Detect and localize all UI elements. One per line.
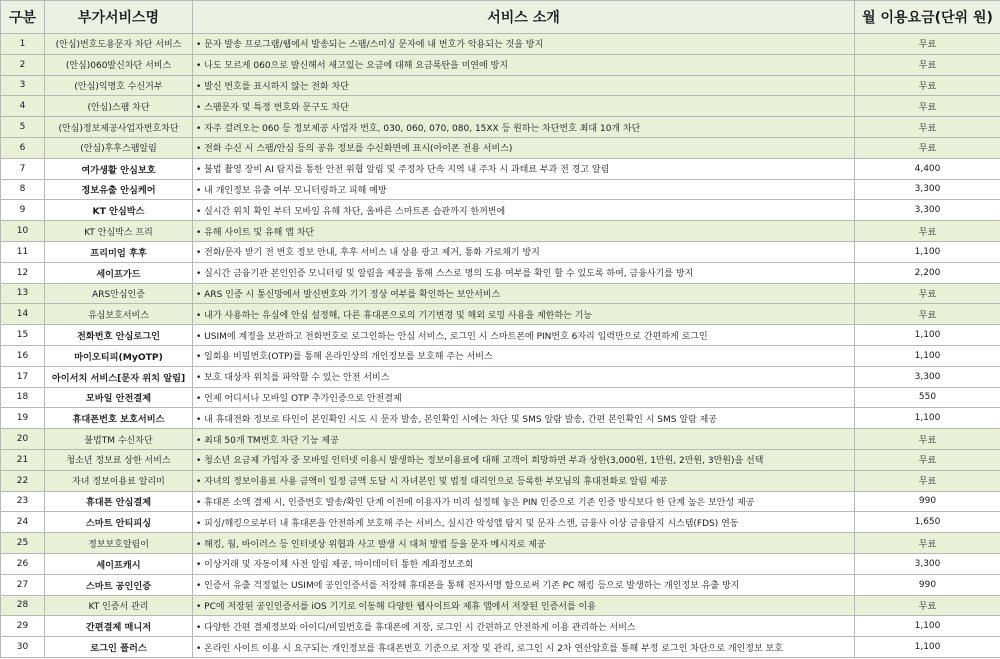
monthly-fee: 무료 xyxy=(855,34,1000,55)
service-name: 간편결제 매니저 xyxy=(45,616,193,637)
service-name: 휴대폰 안심결제 xyxy=(45,491,193,512)
monthly-fee: 무료 xyxy=(855,533,1000,554)
service-name: 자녀 정보이용료 알리미 xyxy=(45,470,193,491)
service-description: • 휴대폰 소액 결제 시, 인증번호 발송/확인 단계 이전에 이용자가 미리 설정해 놓은 PIN 인증으로 기존 인증 방식보다 한 단계 높은 보안성 제공 xyxy=(193,491,855,512)
monthly-fee: 1,100 xyxy=(855,408,1000,429)
monthly-fee: 무료 xyxy=(855,54,1000,75)
monthly-fee: 2,200 xyxy=(855,262,1000,283)
service-name: 프리미엄 후후 xyxy=(45,241,193,262)
table-row xyxy=(1,637,1000,658)
service-name: 휴대폰번호 보호서비스 xyxy=(45,408,193,429)
service-name: (안심)후후스팸알림 xyxy=(45,137,193,158)
service-description: • USIM에 계정을 보관하고 전화번호로 로그인하는 안심 서비스, 로그인 시 스마트폰에 PIN번호 6자리 입력만으로 간편하게 로그인 xyxy=(193,325,855,346)
table-row xyxy=(1,553,1000,574)
monthly-fee: 무료 xyxy=(855,470,1000,491)
service-description: • 전화 수신 시 스팸/안심 등의 공유 정보를 수신화면에 표시(아이폰 전용 서비스) xyxy=(193,137,855,158)
monthly-fee: 무료 xyxy=(855,595,1000,616)
row-number: 7 xyxy=(1,158,45,179)
monthly-fee: 3,300 xyxy=(855,179,1000,200)
service-name: (안심)060발신차단 서비스 xyxy=(45,54,193,75)
table-row xyxy=(1,533,1000,554)
row-number: 27 xyxy=(1,574,45,595)
table-row xyxy=(1,75,1000,96)
service-description: • 실시간 위치 확인 부터 모바일 유해 차단, 올바른 스마트폰 습관까지 한꺼번에 xyxy=(193,200,855,221)
monthly-fee: 무료 xyxy=(855,304,1000,325)
service-name: 스마트 공인인증 xyxy=(45,574,193,595)
row-number: 2 xyxy=(1,54,45,75)
table-row xyxy=(1,221,1000,242)
monthly-fee: 무료 xyxy=(855,137,1000,158)
table-row xyxy=(1,200,1000,221)
monthly-fee: 무료 xyxy=(855,429,1000,450)
row-number: 30 xyxy=(1,637,45,658)
monthly-fee: 1,100 xyxy=(855,345,1000,366)
service-description: • 내 휴대전화 정보로 타인이 본인확인 시도 시 문자 발송, 본인확인 시에는 차단 및 SMS 알람 발송, 간편 본인확인 시 SMS 알람 제공 xyxy=(193,408,855,429)
monthly-fee: 550 xyxy=(855,387,1000,408)
service-description: • 자주 걸려오는 060 등 정보제공 사업자 번호, 030, 060, 070, 080, 15XX 등 원하는 차단번호 최대 10개 차단 xyxy=(193,117,855,138)
row-number: 20 xyxy=(1,429,45,450)
monthly-fee: 1,650 xyxy=(855,512,1000,533)
table-row xyxy=(1,262,1000,283)
service-name: ARS안심인증 xyxy=(45,283,193,304)
table-row xyxy=(1,429,1000,450)
row-number: 25 xyxy=(1,533,45,554)
header-desc: 서비스 소개 xyxy=(193,1,855,34)
row-number: 11 xyxy=(1,241,45,262)
monthly-fee: 1,100 xyxy=(855,241,1000,262)
service-description: • 유해 사이트 및 유해 앱 차단 xyxy=(193,221,855,242)
service-name: 여가생활 안심보호 xyxy=(45,158,193,179)
service-description: • 언제 어디서나 모바일 OTP 추가인증으로 안전결제 xyxy=(193,387,855,408)
service-description: • 인증서 유출 걱정없는 USIM에 공인인증서를 저장해 휴대폰을 통해 전자서명 함으로써 기존 PC 해킹 등으로 발생하는 개인정보 유출 방지 xyxy=(193,574,855,595)
table-row xyxy=(1,449,1000,470)
row-number: 15 xyxy=(1,325,45,346)
service-description: • 다양한 간편 결제정보와 아이디/비밀번호를 휴대폰에 저장, 로그인 시 간편하고 안전하게 이용 관리하는 서비스 xyxy=(193,616,855,637)
monthly-fee: 무료 xyxy=(855,75,1000,96)
table-row xyxy=(1,54,1000,75)
service-description: • 청소년 요금제 가입자 중 모바일 인터넷 이용시 발생하는 정보이용료에 대해 고객이 희망하면 부과 상한(3,000원, 1만원, 2만원, 3만원)을 선택 xyxy=(193,449,855,470)
monthly-fee: 4,400 xyxy=(855,158,1000,179)
monthly-fee: 990 xyxy=(855,491,1000,512)
service-description: • 이상거래 및 자동이체 사전 알림 제공, 마이데이터 통한 계좌정보조회 xyxy=(193,553,855,574)
row-number: 16 xyxy=(1,345,45,366)
service-description: • 내가 사용하는 유심에 안심 설정해, 다른 휴대폰으로의 기기변경 및 해외 로밍 사용을 제한하는 기능 xyxy=(193,304,855,325)
service-description: • 온라인 사이트 이용 시 요구되는 개인정보를 휴대폰번호 기준으로 저장 및 관리, 로그인 시 2차 연산암호를 통해 부정 로그인 차단으로 개인정보 보호 xyxy=(193,637,855,658)
monthly-fee: 3,300 xyxy=(855,200,1000,221)
service-name: (안심)정보제공사업자번호차단 xyxy=(45,117,193,138)
row-number: 21 xyxy=(1,449,45,470)
row-number: 23 xyxy=(1,491,45,512)
row-number: 14 xyxy=(1,304,45,325)
table-row xyxy=(1,616,1000,637)
table-row xyxy=(1,325,1000,346)
service-name: KT 안심박스 xyxy=(45,200,193,221)
table-row xyxy=(1,179,1000,200)
row-number: 6 xyxy=(1,137,45,158)
table-row xyxy=(1,137,1000,158)
row-number: 29 xyxy=(1,616,45,637)
row-number: 22 xyxy=(1,470,45,491)
table-row xyxy=(1,283,1000,304)
table-row xyxy=(1,366,1000,387)
service-name: (안심)익명호 수신거부 xyxy=(45,75,193,96)
service-description: • 일회용 비밀번호(OTP)를 통해 온라인상의 개인정보를 보호해 주는 서비스 xyxy=(193,345,855,366)
service-description: • PC에 저장된 공인인증서를 iOS 기기로 이동해 다양한 웹사이트와 제휴 앱에서 저장된 인증서를 이용 xyxy=(193,595,855,616)
service-name: 정보유출 안심케어 xyxy=(45,179,193,200)
service-description: • 자녀의 정보이용료 사용 금액이 일정 금액 도달 시 자녀본인 및 법정 대리인으로 등록한 부모님의 휴대전화로 알림 제공 xyxy=(193,470,855,491)
header-row xyxy=(1,1,1000,34)
service-name: 정보보호알림이 xyxy=(45,533,193,554)
monthly-fee: 3,300 xyxy=(855,366,1000,387)
table-row xyxy=(1,117,1000,138)
row-number: 4 xyxy=(1,96,45,117)
service-description: • 최대 50개 TM번호 차단 기능 제공 xyxy=(193,429,855,450)
service-description: • 불법 촬영 장비 AI 탐지를 통한 안전 위협 알림 및 주정차 단속 지역 내 주차 시 과태료 부과 전 경고 알림 xyxy=(193,158,855,179)
monthly-fee: 1,100 xyxy=(855,616,1000,637)
monthly-fee: 무료 xyxy=(855,221,1000,242)
service-description: • 내 개인정보 유출 여부 모니터링하고 피해 예방 xyxy=(193,179,855,200)
service-description: • 나도 모르게 060으로 발신해서 새고있는 요금에 대해 요금폭탄을 미연에 방지 xyxy=(193,54,855,75)
service-description: • ARS 인증 시 통신망에서 발신번호와 기기 정상 여부를 확인하는 보안서비스 xyxy=(193,283,855,304)
monthly-fee: 1,100 xyxy=(855,637,1000,658)
table-row xyxy=(1,387,1000,408)
service-name: 전화번호 안심로그인 xyxy=(45,325,193,346)
service-name: 청소년 정보료 상한 서비스 xyxy=(45,449,193,470)
service-name: (안심)번호도용문자 차단 서비스 xyxy=(45,34,193,55)
row-number: 8 xyxy=(1,179,45,200)
monthly-fee: 무료 xyxy=(855,449,1000,470)
table-row xyxy=(1,574,1000,595)
monthly-fee: 무료 xyxy=(855,96,1000,117)
row-number: 13 xyxy=(1,283,45,304)
row-number: 9 xyxy=(1,200,45,221)
monthly-fee: 990 xyxy=(855,574,1000,595)
service-name: KT 인증서 관리 xyxy=(45,595,193,616)
table-row xyxy=(1,491,1000,512)
service-description: • 스팸문자 및 특정 번호와 문구도 차단 xyxy=(193,96,855,117)
row-number: 18 xyxy=(1,387,45,408)
service-name: 세이프가드 xyxy=(45,262,193,283)
service-name: 아이서치 서비스[문자 위치 알림] xyxy=(45,366,193,387)
service-name: 유심보호서비스 xyxy=(45,304,193,325)
monthly-fee: 3,300 xyxy=(855,553,1000,574)
service-description: • 발신 번호를 표시하지 않는 전화 차단 xyxy=(193,75,855,96)
table-row xyxy=(1,96,1000,117)
row-number: 19 xyxy=(1,408,45,429)
row-number: 24 xyxy=(1,512,45,533)
service-description: • 실시간 금융기관 본인인증 모니터링 및 알림을 제공을 통해 스스로 명의 도용 여부를 확인 할 수 있도록 하여, 금융사기를 방지 xyxy=(193,262,855,283)
table-row xyxy=(1,345,1000,366)
service-name: 불법TM 수신차단 xyxy=(45,429,193,450)
row-number: 1 xyxy=(1,34,45,55)
table-row xyxy=(1,512,1000,533)
service-description: • 전화/문자 받기 전 번호 정보 안내, 후후 서비스 내 상용 광고 제거, 통화 가로채기 방지 xyxy=(193,241,855,262)
row-number: 5 xyxy=(1,117,45,138)
monthly-fee: 무료 xyxy=(855,117,1000,138)
table-row xyxy=(1,408,1000,429)
service-description: • 피싱/해킹으로부터 내 휴대폰을 안전하게 보호해 주는 서비스, 실시간 악성앱 탐지 및 문자 스캔, 금융사 이상 금융탐지 시스템(FDS) 연동 xyxy=(193,512,855,533)
service-name: 마이오티피(MyOTP) xyxy=(45,345,193,366)
service-name: 세이프캐시 xyxy=(45,553,193,574)
service-name: (안심)스팸 차단 xyxy=(45,96,193,117)
row-number: 26 xyxy=(1,553,45,574)
service-description: • 해킹, 웜, 바이러스 등 인터넷상 위협과 사고 발생 시 대처 방법 등을 문자 메시지로 제공 xyxy=(193,533,855,554)
row-number: 17 xyxy=(1,366,45,387)
table-row xyxy=(1,470,1000,491)
row-number: 10 xyxy=(1,221,45,242)
table-row xyxy=(1,34,1000,55)
monthly-fee: 무료 xyxy=(855,283,1000,304)
row-number: 12 xyxy=(1,262,45,283)
service-name: 모바일 안전결제 xyxy=(45,387,193,408)
table-row xyxy=(1,158,1000,179)
service-name: 로그인 플러스 xyxy=(45,637,193,658)
service-name: 스마트 안티피싱 xyxy=(45,512,193,533)
table-row xyxy=(1,595,1000,616)
header-no: 구분 xyxy=(1,1,45,34)
row-number: 3 xyxy=(1,75,45,96)
monthly-fee: 1,100 xyxy=(855,325,1000,346)
header-fee: 월 이용요금(단위 원) xyxy=(855,1,1000,34)
row-number: 28 xyxy=(1,595,45,616)
header-name: 부가서비스명 xyxy=(45,1,193,34)
service-description: • 보호 대상자 위치를 파악할 수 있는 안전 서비스 xyxy=(193,366,855,387)
service-description: • 문자 발송 프로그램/웹에서 발송되는 스팸/스미싱 문자에 내 번호가 악용되는 것을 방지 xyxy=(193,34,855,55)
table-row xyxy=(1,241,1000,262)
service-name: KT 안심박스 프리 xyxy=(45,221,193,242)
table-row xyxy=(1,304,1000,325)
